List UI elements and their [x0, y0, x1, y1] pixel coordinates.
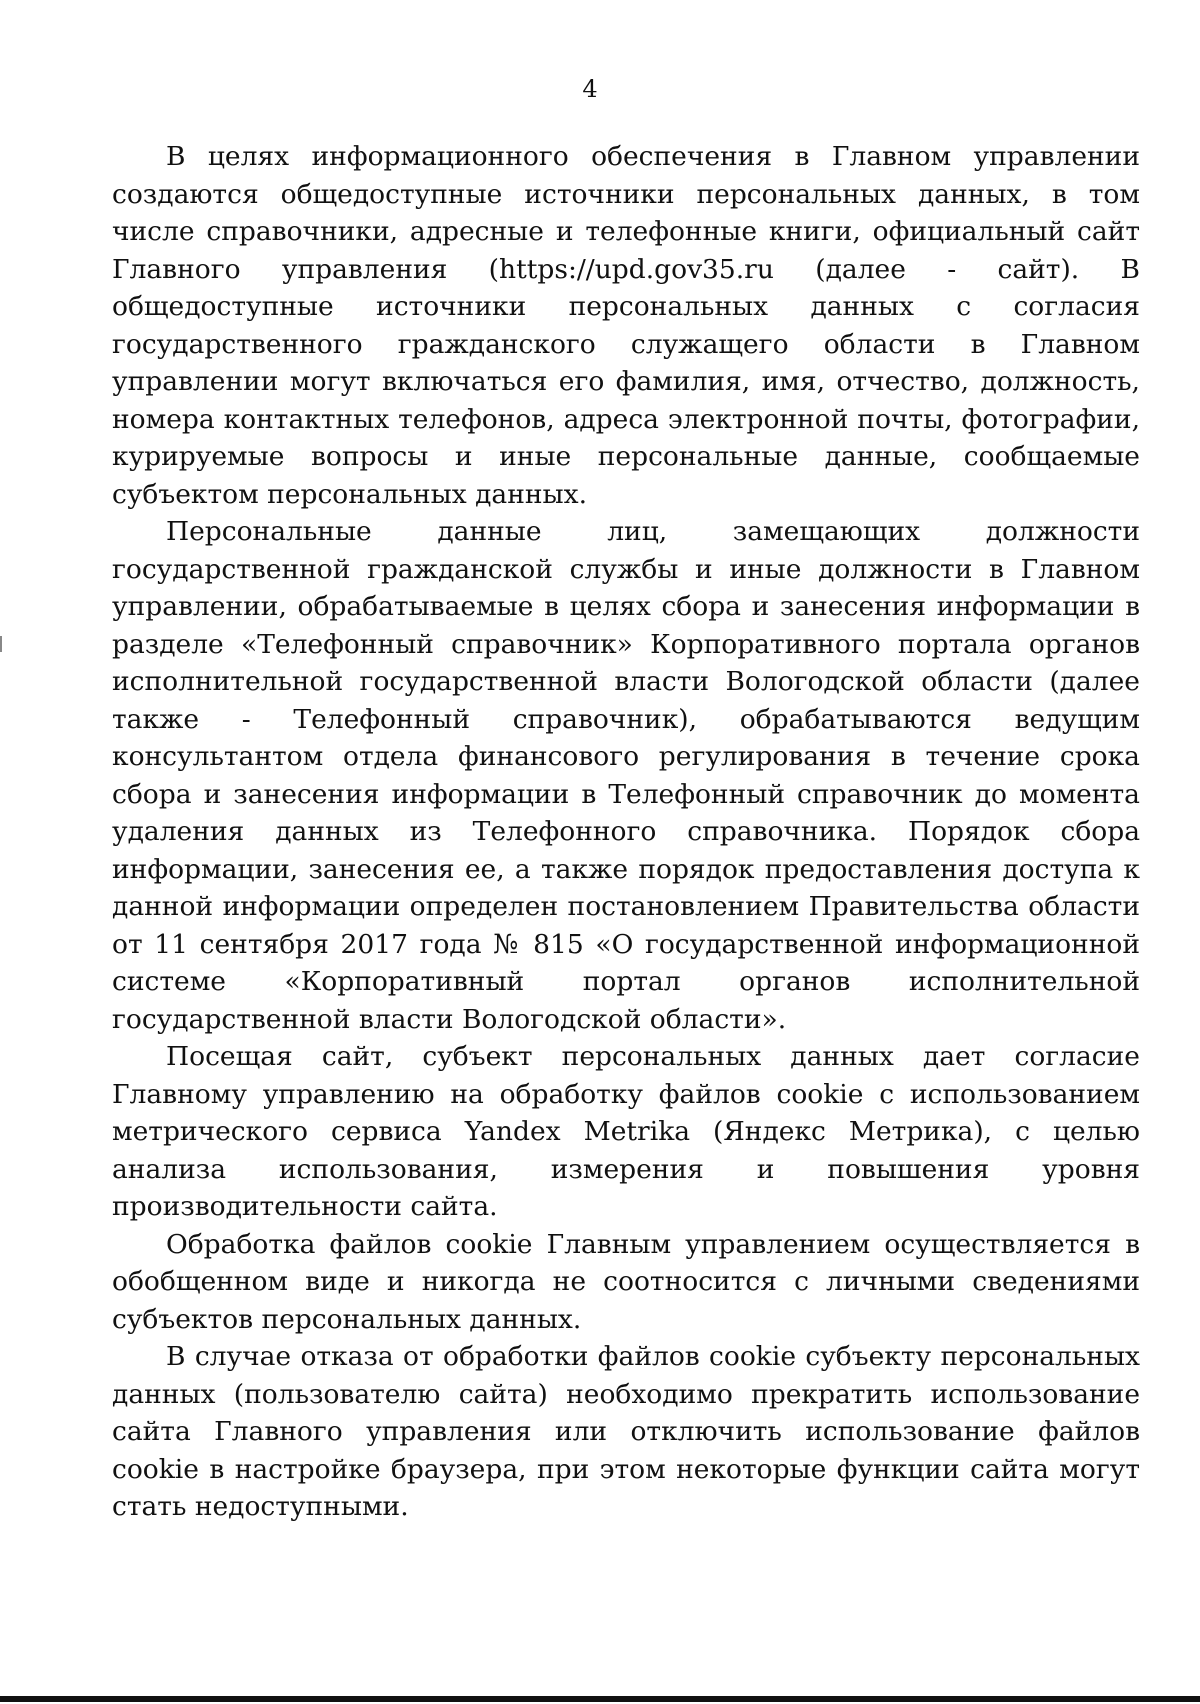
paragraph-cookie-consent: Посещая сайт, субъект персональных данных дает согласие Главному управлению на обработку файлов cookie с использованием метрического сервиса Yandex Metrika (Яндекс Метрика), с целью анализа использования, измерения и повышения уровня производительности сайта. — [112, 1041, 1140, 1222]
paragraph-phone-directory: Персональные данные лиц, замещающих должности государственной гражданской службы и иные должности в Главном управлении, обрабатываемые в целях сбора и занесения информации в разделе «Телефонный справочник» Корпоративного портала органов исполнительной государственной власти Вологодской области (далее также - Телефонный справочник), обрабатываются ведущим консультантом отдела финансового регулирования в течение срока сбора и занесения информации в Телефонный справочник до момента удаления данных из Телефонного справочника. Порядок сбора информации, занесения ее, а также порядок предоставления доступа к данной информации определен постановлением Правительства области от 11 сентября 2017 года № 815 «О государственной информационной системе «Корпоративный портал органов исполнительной государственной власти Вологодской области». — [112, 516, 1140, 1035]
paragraph-public-sources: В целях информационного обеспечения в Главном управлении создаются общедоступные источники персональных данных, в том числе справочники, адресные и телефонные книги, официальный сайт Главного управления (https://upd.gov35.ru (далее - сайт). В общедоступные источники персональных данных с согласия государственного гражданского служащего области в Главном управлении могут включаться его фамилия, имя, отчество, должность, номера контактных телефонов, адреса электронной почты, фотографии, курируемые вопросы и иные персональные данные, сообщаемые субъектом персональных данных. — [112, 141, 1140, 510]
scan-bottom-border — [0, 1696, 1200, 1702]
page-number: 4 — [582, 75, 598, 103]
document-body — [112, 138, 1140, 1526]
paragraph-cookie-refusal: В случае отказа от обработки файлов cookie субъекту персональных данных (пользователю сайта) необходимо прекратить использование сайта Главного управления или отключить использование файлов cookie в настройке браузера, при этом некоторые функции сайта могут стать недоступными. — [112, 1341, 1140, 1522]
scan-edge-mark — [0, 636, 2, 652]
paragraph-cookie-processing: Обработка файлов cookie Главным управлением осуществляется в обобщенном виде и никогда не соотносится с личными сведениями субъектов персональных данных. — [112, 1228, 1140, 1335]
